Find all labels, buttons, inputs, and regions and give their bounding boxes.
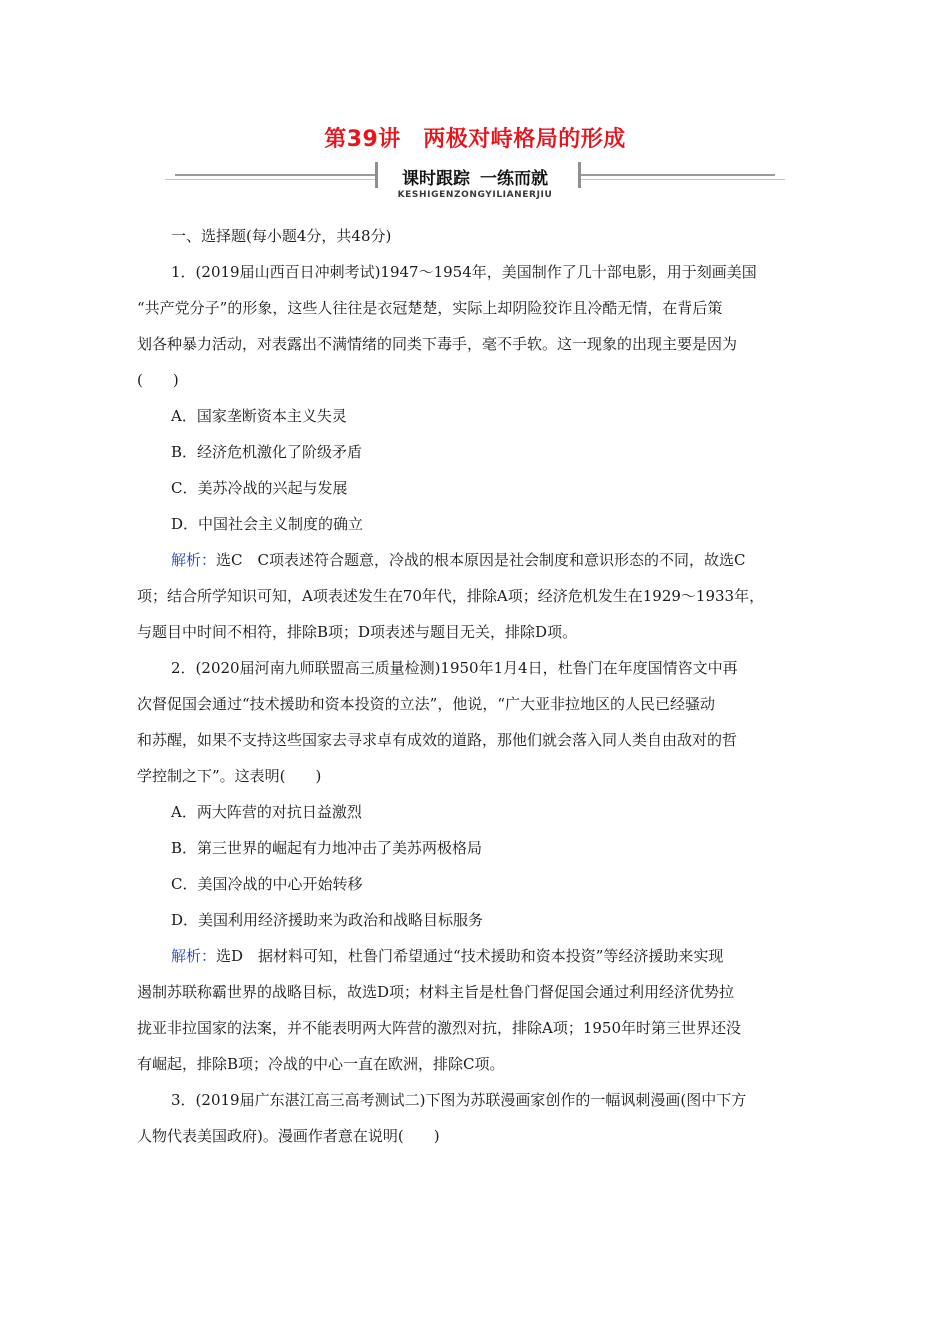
q1-option-a: A．国家垄断资本主义失灵 <box>171 407 347 425</box>
q2-option-d: D．美国利用经济援助来为政治和战略目标服务 <box>171 911 484 929</box>
q2-analysis-line: 有崛起，排除B项；冷战的中心一直在欧洲，排除C项。 <box>137 1055 505 1073</box>
q2-stem-line: 2．(2020届河南九师联盟高三质量检测)1950年1月4日，杜鲁门在年度国情咨文中再 <box>171 659 738 677</box>
q2-analysis-line: 遏制苏联称霸世界的战略目标，故选D项；材料主旨是杜鲁门督促国会通过利用经济优势拉 <box>137 983 735 1001</box>
analysis-text: 选D 据材料可知，杜鲁门希望通过“技术援助和资本投资”等经济援助来实现 <box>216 947 724 965</box>
q1-option-c: C．美苏冷战的兴起与发展 <box>171 479 348 497</box>
q2-option-a: A．两大阵营的对抗日益激烈 <box>171 803 362 821</box>
q2-stem-line: 和苏醒，如果不支持这些国家去寻求卓有成效的道路，那他们就会落入同人类自由敌对的哲 <box>137 731 738 749</box>
banner-heading-b: 一练而就 <box>480 169 548 189</box>
q2-stem-line: 学控制之下”。这表明( ) <box>137 767 322 785</box>
q1-stem-line: 划各种暴力活动，对表露出不满情绪的同类下毒手，毫不手软。这一现象的出现主要是因为 <box>137 335 738 353</box>
q1-option-b: B．经济危机激化了阶级矛盾 <box>171 443 363 461</box>
section-heading: 一、选择题(每小题4分，共48分) <box>171 227 392 245</box>
q1-analysis-line: 与题目中时间不相符，排除B项；D项表述与题目无关，排除D项。 <box>137 623 578 641</box>
section-banner <box>165 160 785 204</box>
document-body <box>137 218 817 1154</box>
q2-analysis-line <box>137 938 817 974</box>
lesson-title: 第39讲 两极对峙格局的形成 <box>324 127 626 152</box>
q2-option-c: C．美国冷战的中心开始转移 <box>171 875 363 893</box>
q3-stem-line: 3．(2019届广东湛江高三高考测试二)下图为苏联漫画家创作的一幅讽刺漫画(图中下方 <box>171 1091 747 1109</box>
q1-analysis-line: 项；结合所学知识可知，A项表述发生在70年代，排除A项；经济危机发生在1929～1933年， <box>137 587 765 605</box>
q1-stem-line: “共产党分子”的形象，这些人往往是衣冠楚楚，实际上却阴险狡诈且冷酷无情，在背后策 <box>137 299 723 317</box>
q1-option-d: D．中国社会主义制度的确立 <box>171 515 364 533</box>
q1-analysis-line <box>137 542 817 578</box>
analysis-label: 解析： <box>171 947 217 965</box>
q3-stem-line: 人物代表美国政府)。漫画作者意在说明( ) <box>137 1127 440 1145</box>
q2-stem-line: 次督促国会通过“技术援助和资本投资的立法”，他说，“广大亚非拉地区的人民已经骚动 <box>137 695 716 713</box>
banner-pinyin: KESHIGENZONGYILIANERJIU <box>397 190 553 200</box>
q2-analysis-line: 拢亚非拉国家的法案，并不能表明两大阵营的激烈对抗，排除A项；1950年时第三世界还没 <box>137 1019 742 1037</box>
analysis-text: 选C C项表述符合题意，冷战的根本原因是社会制度和意识形态的不同，故选C <box>216 551 746 569</box>
banner-heading-a: 课时跟踪 <box>402 169 470 189</box>
q1-stem-line: ( ) <box>137 371 179 389</box>
analysis-label: 解析： <box>171 551 217 569</box>
q2-option-b: B．第三世界的崛起有力地冲击了美苏两极格局 <box>171 839 483 857</box>
q1-stem-line: 1．(2019届山西百日冲刺考试)1947～1954年，美国制作了几十部电影，用于刻画美国 <box>171 263 757 281</box>
banner-heading <box>165 164 785 189</box>
